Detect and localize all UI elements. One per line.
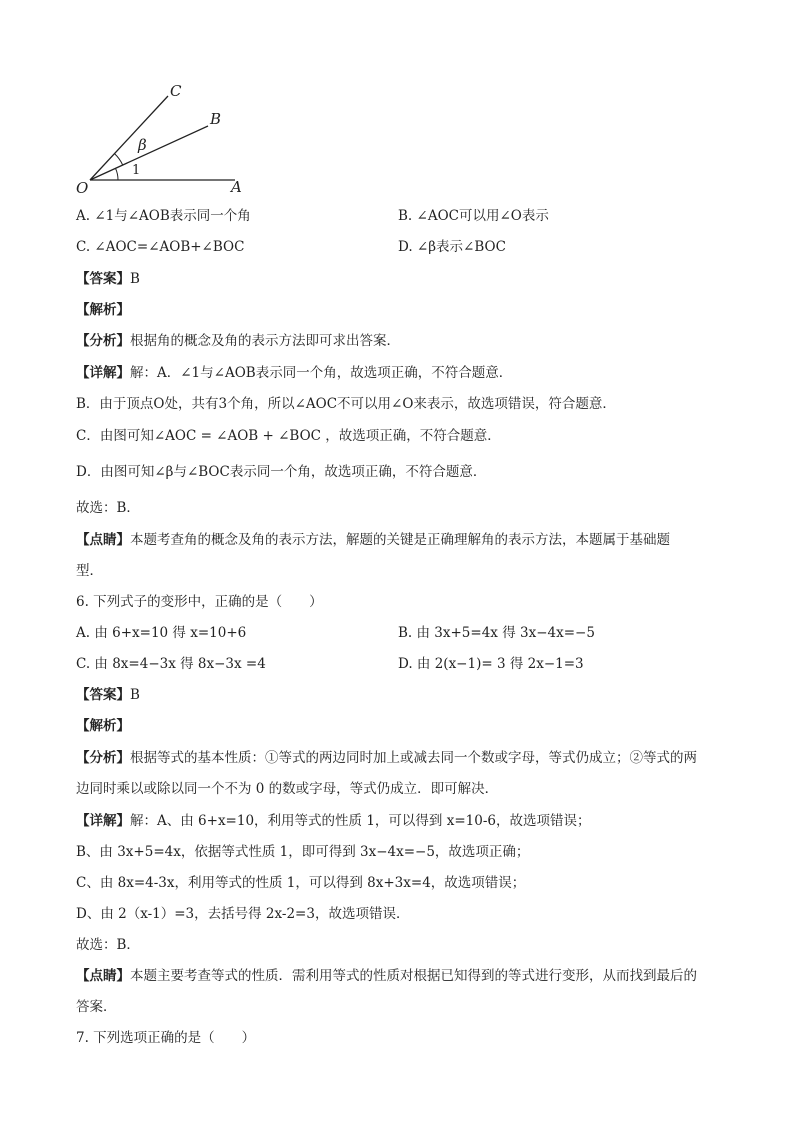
q6-detail-c: C、由 8x=4-3x，利用等式的性质 1，可以得到 8x+3x=4，故选项错误； (76, 875, 526, 891)
xiangjie-text: 解：A．∠1与∠AOB表示同一个角，故选项正确，不符合题意． (130, 365, 513, 381)
answer-value: B (130, 687, 140, 703)
q6-analysis-cont: 边同时乘以或除以同一个不为 0 的数或字母，等式仍成立．即可解决． (76, 781, 499, 797)
answer-tag: 【答案】 (76, 687, 130, 703)
ray-ob (90, 126, 208, 180)
q5-detail-c: C．由图可知∠AOC = ∠AOB + ∠BOC ，故选项正确，不符合题意． (76, 428, 501, 444)
dianjing-tag: 【点睛】 (76, 532, 130, 548)
label-b: B (210, 110, 222, 128)
q5-choose: 故选：B． (76, 500, 140, 516)
q6-option-c: C. 由 8x=4−3x 得 8x−3x =4 (76, 656, 266, 672)
q6-option-a: A. 由 6+x=10 得 x=10+6 (76, 625, 247, 641)
q6-analysis-title: 【解析】 (76, 718, 130, 734)
q5-answer (76, 270, 140, 288)
q6-detail-d: D、由 2（x-1）=3，去括号得 2x-2=3，故选项错误． (76, 906, 410, 922)
q5-option-b: B. ∠AOC可以用∠O表示 (398, 208, 549, 224)
q6-stem: 6. 下列式子的变形中，正确的是（ ） (76, 594, 323, 610)
q6-answer (76, 686, 140, 704)
label-a: A (231, 178, 242, 196)
dianjing-text: 本题主要考查等式的性质．需利用等式的性质对根据已知得到的等式进行变形，从而找到最后的 (130, 968, 697, 984)
label-beta: β (138, 136, 147, 154)
ray-oc (90, 96, 168, 180)
q6-option-b: B. 由 3x+5=4x 得 3x−4x=−5 (398, 625, 595, 641)
q6-comment-cont: 答案． (76, 999, 117, 1015)
q6-comment (76, 967, 697, 985)
q5-analysis (76, 332, 400, 350)
q5-option-a: A. ∠1与∠AOB表示同一个角 (76, 208, 251, 224)
answer-tag: 【答案】 (76, 271, 130, 287)
q5-analysis-title: 【解析】 (76, 302, 130, 318)
q6-option-d: D. 由 2(x−1)= 3 得 2x−1=3 (398, 656, 584, 672)
q5-option-c: C. ∠AOC=∠AOB+∠BOC (76, 239, 245, 255)
xiangjie-tag: 【详解】 (76, 813, 130, 829)
label-angle-1: 1 (132, 163, 141, 178)
q7-stem: 7. 下列选项正确的是（ ） (76, 1030, 256, 1046)
fenxi-text: 根据等式的基本性质：①等式的两边同时加上或减去同一个数或字母，等式仍成立；②等式的两 (130, 750, 697, 766)
label-c: C (170, 82, 182, 100)
fenxi-tag: 【分析】 (76, 750, 130, 766)
q6-choose: 故选：B． (76, 937, 140, 953)
angle-figure (70, 78, 260, 198)
dianjing-text: 本题考查角的概念及角的表示方法，解题的关键是正确理解角的表示方法，本题属于基础题 (130, 532, 670, 548)
q5-detail-b: B．由于顶点O处，共有3个角，所以∠AOC不可以用∠O来表示，故选项错误，符合题意． (76, 396, 616, 412)
xiangjie-text: 解：A、由 6+x=10，利用等式的性质 1，可以得到 x=10-6，故选项错误； (130, 813, 591, 829)
q5-detail-d: D．由图可知∠β与∠BOC表示同一个角，故选项正确，不符合题意． (76, 464, 487, 480)
label-o: O (76, 179, 89, 197)
q5-comment (76, 531, 670, 549)
fenxi-tag: 【分析】 (76, 333, 130, 349)
q5-option-d: D. ∠β表示∠BOC (398, 239, 506, 255)
q6-detail-b: B、由 3x+5=4x，依据等式性质 1，即可得到 3x−4x=−5，故选项正确； (76, 844, 530, 860)
dianjing-tag: 【点睛】 (76, 968, 130, 984)
fenxi-text: 根据角的概念及角的表示方法即可求出答案． (130, 333, 400, 349)
q5-comment-cont: 型． (76, 563, 103, 579)
answer-value: B (130, 271, 140, 287)
angle-arc-beta (115, 154, 123, 165)
q5-detail (76, 364, 512, 382)
angle-arc-1 (116, 168, 119, 180)
xiangjie-tag: 【详解】 (76, 365, 130, 381)
q6-detail (76, 812, 590, 830)
q6-analysis (76, 749, 697, 767)
